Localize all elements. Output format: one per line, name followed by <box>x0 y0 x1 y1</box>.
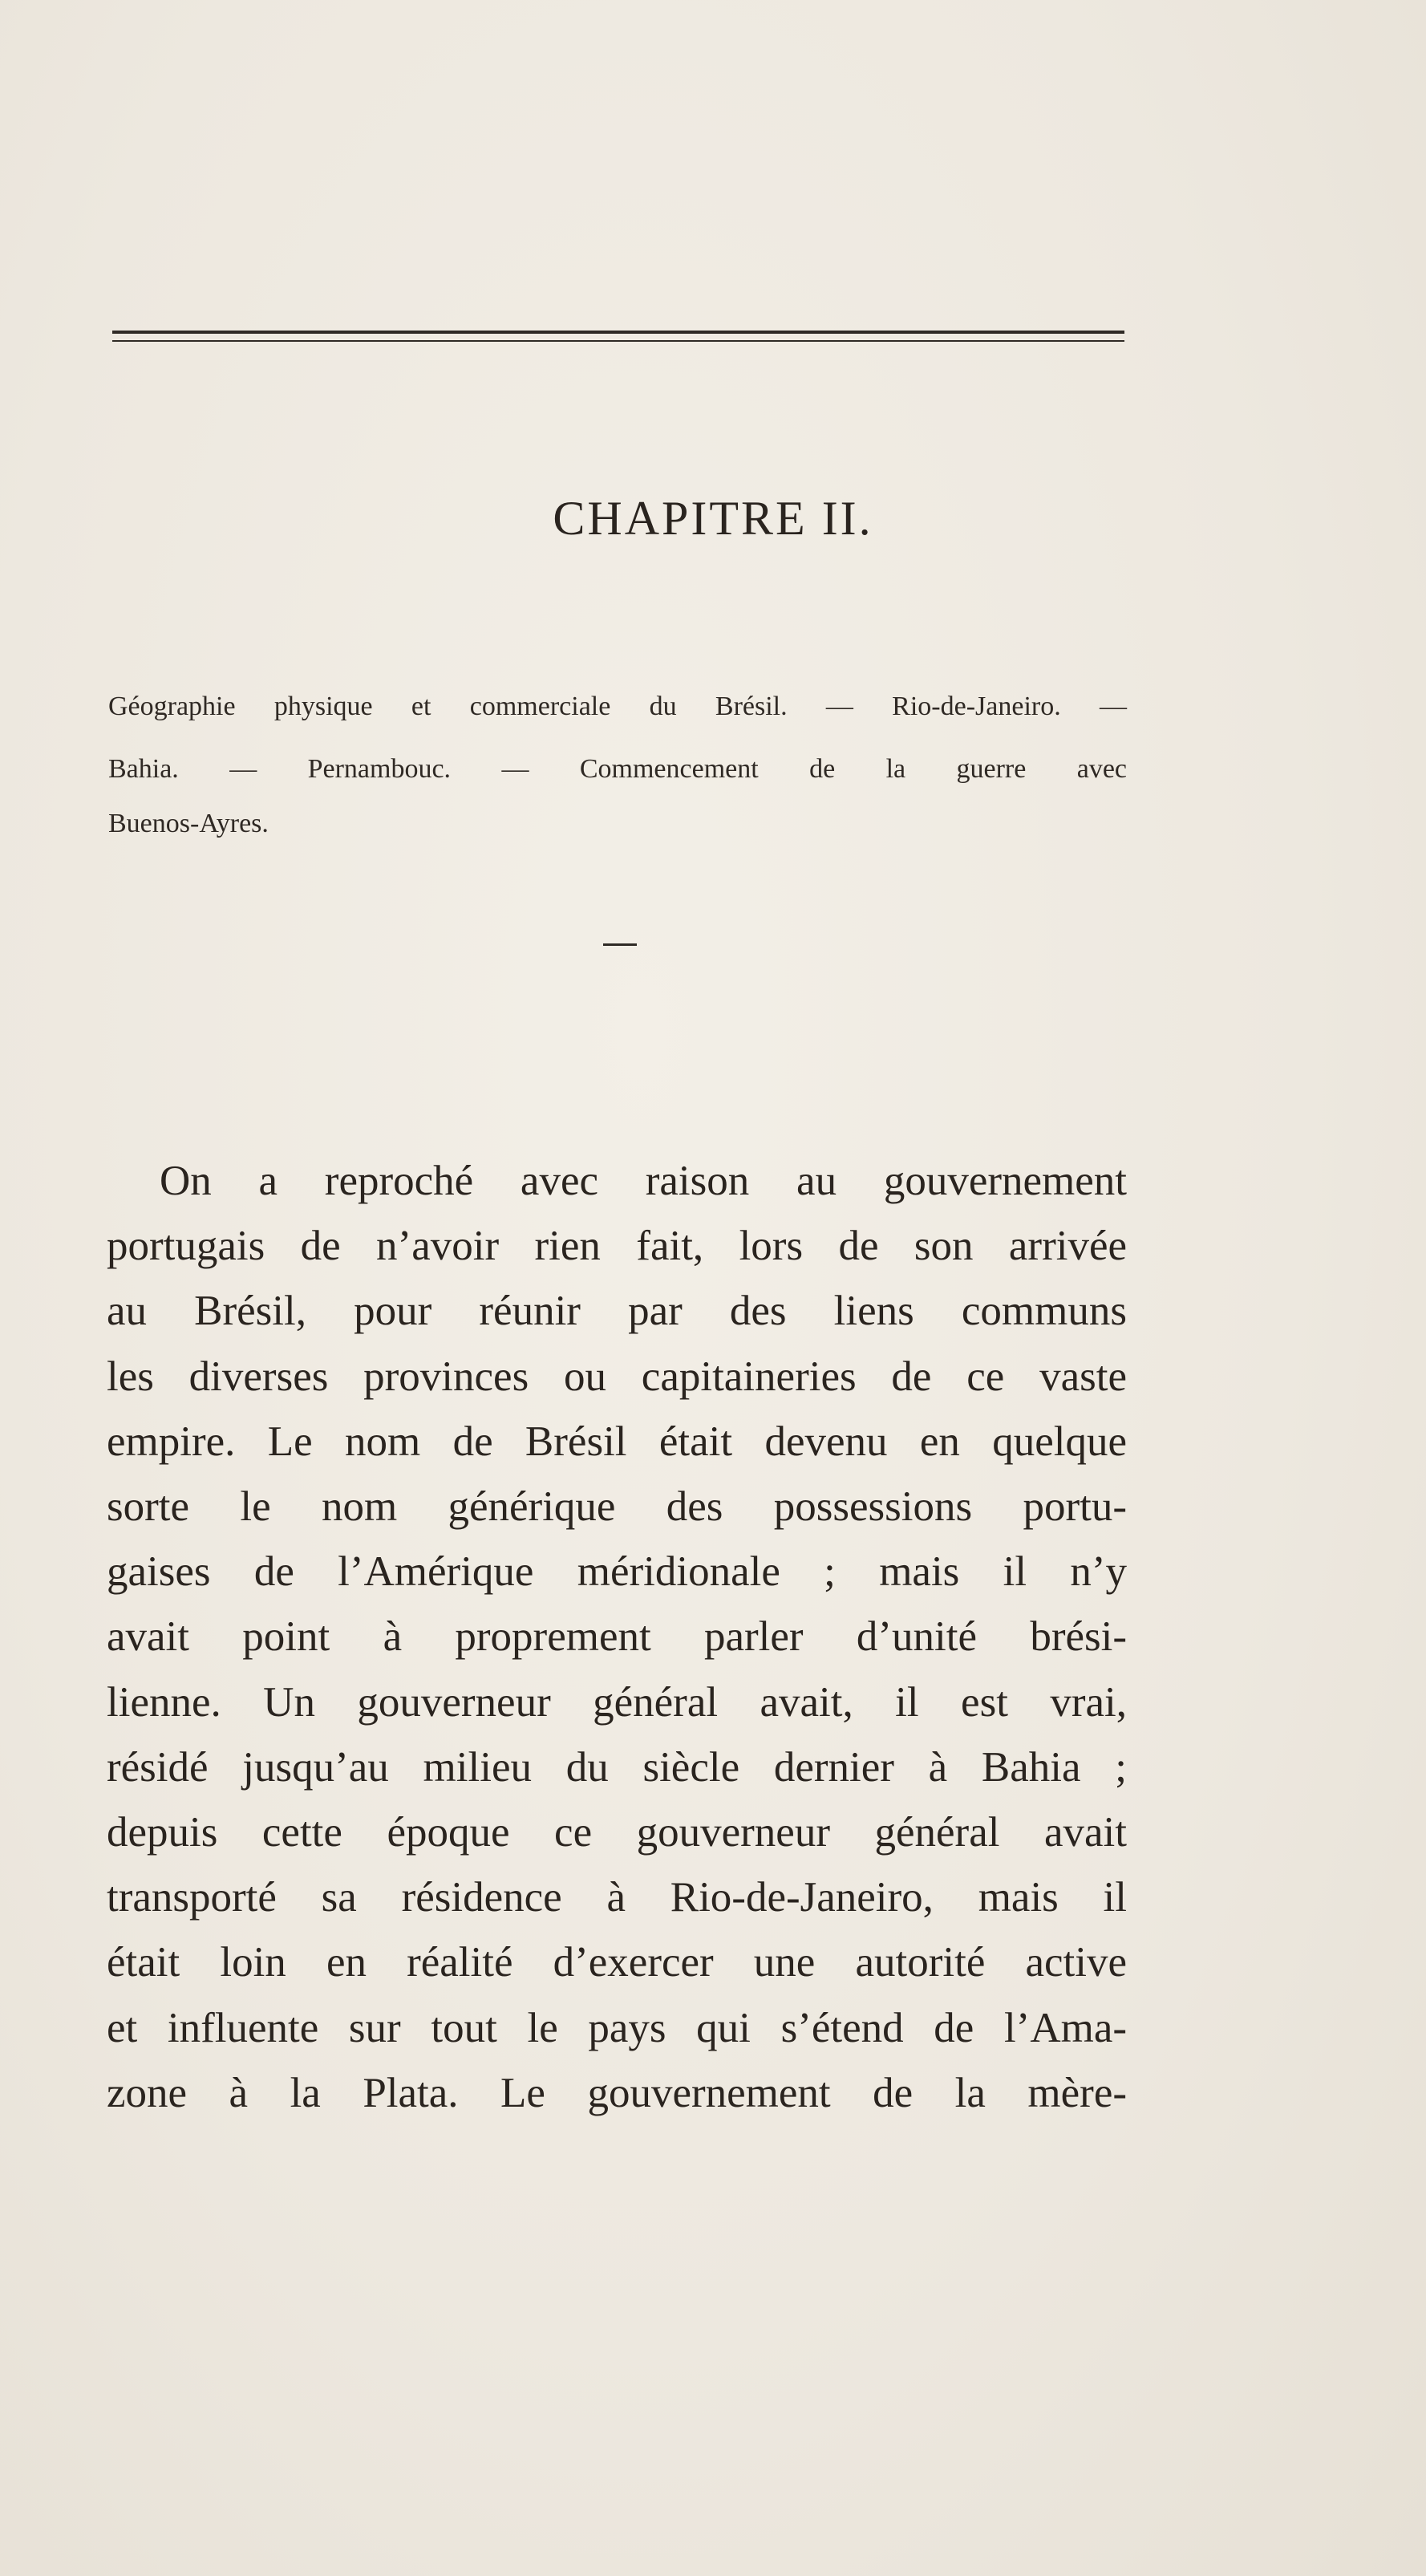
text-line: transporté sa résidence à Rio-de-Janeiro, mais il <box>107 1874 1127 1921</box>
summary-line: Buenos-Ayres. <box>108 809 269 838</box>
summary-line: Bahia. — Pernambouc. — Commencement de la guerre avec <box>108 754 1127 784</box>
text-line: portugais de n’avoir rien fait, lors de son arrivée <box>107 1223 1127 1270</box>
text-line: au Brésil, pour réunir par des liens communs <box>107 1288 1127 1335</box>
text-line: était loin en réalité d’exercer une autorité active <box>107 1939 1127 1986</box>
text-line: zone à la Plata. Le gouvernement de la mère- <box>107 2069 1127 2116</box>
section-divider <box>603 943 637 946</box>
text-line: On a reproché avec raison au gouvernement <box>160 1158 1127 1204</box>
top-double-rule <box>112 331 1124 342</box>
text-line: et influente sur tout le pays qui s’étend de l’Ama- <box>107 2004 1127 2051</box>
text-line: depuis cette époque ce gouverneur général avait <box>107 1809 1127 1856</box>
summary-line: Géographie physique et commerciale du Brésil. — Rio-de-Janeiro. — <box>108 692 1127 721</box>
text-line: les diverses provinces ou capitaineries de ce vaste <box>107 1353 1127 1400</box>
text-line: gaises de l’Amérique méridionale ; mais il n’y <box>107 1548 1127 1596</box>
text-line: avait point à proprement parler d’unité brési- <box>107 1613 1127 1661</box>
body-text <box>107 1149 1127 2126</box>
text-line: empire. Le nom de Brésil était devenu en quelque <box>107 1418 1127 1465</box>
text-line: lienne. Un gouverneur général avait, il est vrai, <box>107 1678 1127 1726</box>
text-line: sorte le nom générique des possessions portu- <box>107 1483 1127 1531</box>
text-line: résidé jusqu’au milieu du siècle dernier à Bahia ; <box>107 1743 1127 1791</box>
chapter-title: CHAPITRE II. <box>553 492 873 545</box>
chapter-summary <box>108 672 1127 858</box>
